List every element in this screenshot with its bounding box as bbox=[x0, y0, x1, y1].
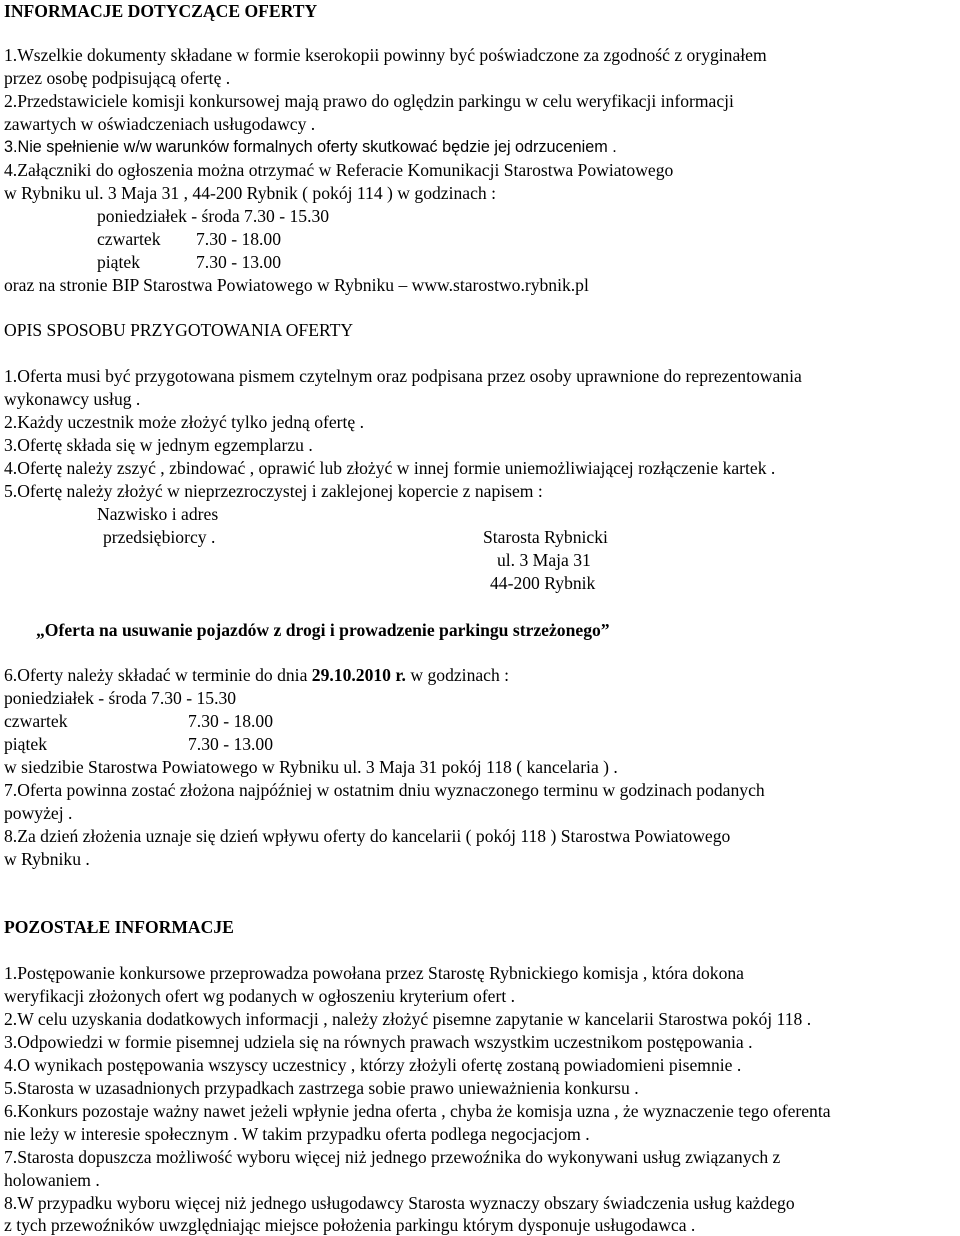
text-line: holowaniem . bbox=[4, 1170, 100, 1190]
text-line: zawartych w oświadczeniach usługodawcy . bbox=[4, 114, 316, 134]
text-line: 7.Starosta dopuszcza możliwość wyboru więcej niż jednego przewoźnika do wykonywani usług związanych z bbox=[4, 1147, 781, 1167]
text-line: 6.Konkurs pozostaje ważny nawet jeżeli wpłynie jedna oferta , chyba że komisja uzna , że wyznaczenie tego oferenta bbox=[4, 1101, 831, 1121]
envelope-recipient: ul. 3 Maja 31 bbox=[497, 550, 591, 570]
envelope-title: „Oferta na usuwanie pojazdów z drogi i prowadzenie parkingu strzeżonego” bbox=[36, 620, 610, 640]
text-line: w Rybniku ul. 3 Maja 31 , 44-200 Rybnik ( pokój 114 ) w godzinach : bbox=[4, 183, 496, 203]
text-line: 5.Starosta w uzasadnionych przypadkach zastrzega sobie prawo unieważnienia konkursu . bbox=[4, 1078, 639, 1098]
text-line: 1.Postępowanie konkursowe przeprowadza powołana przez Starostę Rybnickiego komisja , która dokona bbox=[4, 963, 744, 983]
deadline-prefix: 6.Oferty należy składać w terminie do dnia bbox=[4, 665, 308, 685]
text-line: 7.Oferta powinna zostać złożona najpóźniej w ostatnim dniu wyznaczonego terminu w godzinach podanych bbox=[4, 780, 765, 800]
text-line: 3.Nie spełnienie w/w warunków formalnych oferty skutkować będzie jej odrzuceniem . bbox=[4, 138, 617, 156]
text-line: 2.W celu uzyskania dodatkowych informacji , należy złożyć pisemne zapytanie w kancelarii Starostwa pokój 118 . bbox=[4, 1009, 812, 1029]
text-line: 2.Każdy uczestnik może złożyć tylko jedną ofertę . bbox=[4, 412, 365, 432]
text-line: 4.Załączniki do ogłoszenia można otrzymać w Referacie Komunikacji Starostwa Powiatowego bbox=[4, 160, 674, 180]
hours-time: 7.30 - 13.00 bbox=[196, 252, 282, 272]
text-line: 4.Ofertę należy zszyć , zbindować , oprawić lub złożyć w innej formie uniemożliwiającej rozłączenie kartek . bbox=[4, 458, 776, 478]
hours-time: 7.30 - 13.00 bbox=[188, 734, 274, 754]
text-line: nie leży w interesie społecznym . W takim przypadku oferta podlega negocjacjom . bbox=[4, 1124, 590, 1144]
section-heading-opis: OPIS SPOSOBU PRZYGOTOWANIA OFERTY bbox=[4, 320, 354, 340]
envelope-sender: przedsiębiorcy . bbox=[103, 527, 216, 547]
text-line bbox=[4, 664, 509, 686]
text-line: przez osobę podpisującą ofertę . bbox=[4, 68, 231, 88]
text-line: 8.Za dzień złożenia uznaje się dzień wpływu oferty do kancelarii ( pokój 118 ) Starostwa Powiatowego bbox=[4, 826, 731, 846]
text-line: 4.O wynikach postępowania wszyscy uczestnicy , którzy złożyli ofertę zostaną powiadomieni pisemnie . bbox=[4, 1055, 742, 1075]
hours-line: poniedziałek - środa 7.30 - 15.30 bbox=[97, 206, 330, 226]
text-line: w siedzibie Starostwa Powiatowego w Rybniku ul. 3 Maja 31 pokój 118 ( kancelaria ) . bbox=[4, 757, 618, 777]
section-heading-pozostale: POZOSTAŁE INFORMACJE bbox=[4, 917, 234, 937]
deadline-suffix: w godzinach : bbox=[410, 665, 510, 685]
text-line: w Rybniku . bbox=[4, 849, 90, 869]
text-line: 5.Ofertę należy złożyć w nieprzezroczystej i zaklejonej kopercie z napisem : bbox=[4, 481, 543, 501]
envelope-recipient: 44-200 Rybnik bbox=[490, 573, 596, 593]
text-line: powyżej . bbox=[4, 803, 73, 823]
text-line: z tych przewoźników uwzględniając miejsce położenia parkingu którym dysponuje usługodawca . bbox=[4, 1215, 696, 1235]
text-line: wykonawcy usług . bbox=[4, 389, 141, 409]
text-line: 3.Odpowiedzi w formie pisemnej udziela się na równych prawach wszystkim uczestnikom postępowania . bbox=[4, 1032, 753, 1052]
envelope-recipient: Starosta Rybnicki bbox=[483, 527, 608, 547]
hours-day: piątek bbox=[4, 734, 47, 754]
hours-line: poniedziałek - środa 7.30 - 15.30 bbox=[4, 688, 237, 708]
text-line: 1.Wszelkie dokumenty składane w formie kserokopii powinny być poświadczone za zgodność z oryginałem bbox=[4, 45, 767, 65]
text-line: 8.W przypadku wyboru więcej niż jednego usługodawcy Starosta wyznaczy obszary świadczenia usług każdego bbox=[4, 1193, 795, 1213]
hours-day: piątek bbox=[97, 252, 140, 272]
hours-time: 7.30 - 18.00 bbox=[196, 229, 282, 249]
hours-day: czwartek bbox=[4, 711, 68, 731]
text-line: 2.Przedstawiciele komisji konkursowej mają prawo do oględzin parkingu w celu weryfikacji informacji bbox=[4, 91, 734, 111]
deadline-date: 29.10.2010 r. bbox=[311, 665, 406, 685]
text-line: 1.Oferta musi być przygotowana pismem czytelnym oraz podpisana przez osoby uprawnione do reprezentowania bbox=[4, 366, 802, 386]
text-line: oraz na stronie BIP Starostwa Powiatowego w Rybniku – www.starostwo.rybnik.pl bbox=[4, 275, 589, 295]
envelope-sender: Nazwisko i adres bbox=[97, 504, 219, 524]
hours-day: czwartek bbox=[97, 229, 161, 249]
hours-time: 7.30 - 18.00 bbox=[188, 711, 274, 731]
text-line: 3.Ofertę składa się w jednym egzemplarzu . bbox=[4, 435, 313, 455]
section-heading-informacje: INFORMACJE DOTYCZĄCE OFERTY bbox=[4, 1, 318, 21]
text-line: weryfikacji złożonych ofert wg podanych w ogłoszeniu kryterium ofert . bbox=[4, 986, 516, 1006]
